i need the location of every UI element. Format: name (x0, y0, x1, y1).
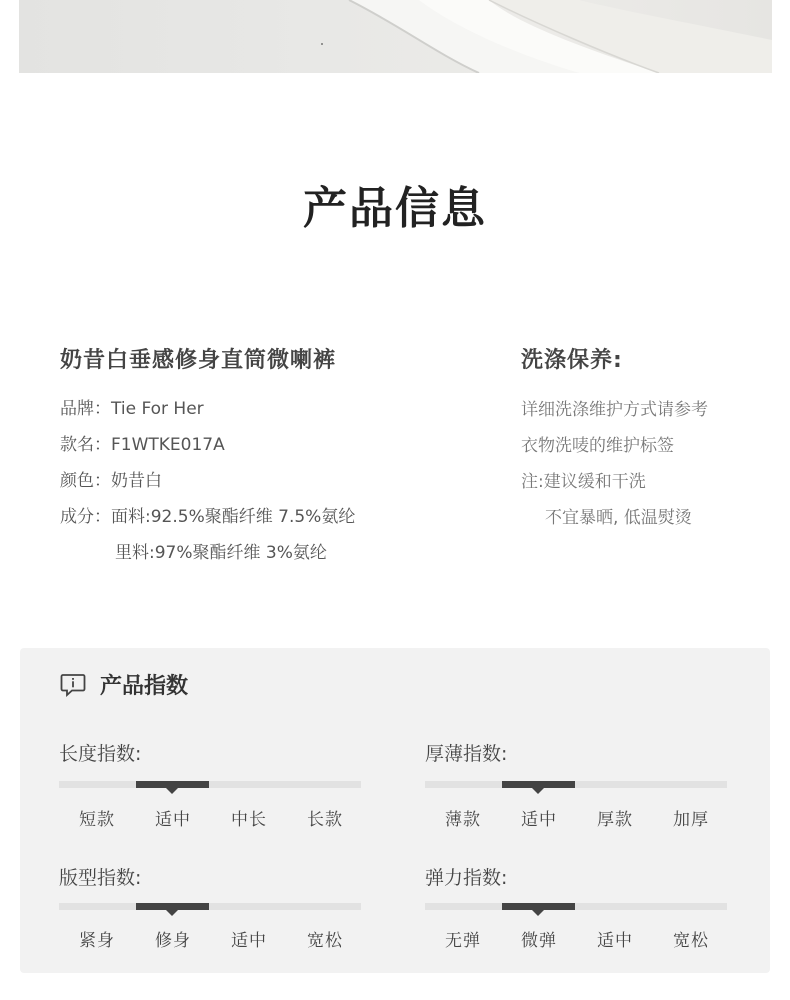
color-line: 颜色：奶昔白 (60, 471, 162, 491)
index-option: 薄款 (445, 810, 481, 830)
index-option: 中长 (231, 810, 267, 830)
brand-line: 品牌：Tie For Her (60, 399, 204, 419)
index-indicator (136, 781, 210, 788)
index-indicator (502, 903, 576, 910)
composition-line: 成分：面料:92.5%聚酯纤维 7.5%氨纶 (60, 507, 356, 527)
panel-title: 产品指数 (100, 674, 189, 699)
index-option: 适中 (155, 810, 191, 830)
section-title: 产品信息 (303, 183, 487, 234)
care-line: 详细洗涤维护方式请参考 (521, 400, 708, 420)
index-option: 加厚 (673, 810, 709, 830)
length-index-label: 长度指数: (59, 743, 142, 765)
care-title: 洗涤保养: (521, 348, 623, 373)
style-line: 款名：F1WTKE017A (60, 435, 225, 455)
index-option: 紧身 (79, 931, 115, 951)
info-bubble-icon (60, 673, 86, 697)
index-indicator (502, 781, 576, 788)
product-name: 奶昔白垂感修身直筒微喇裤 (60, 348, 337, 373)
thickness-index-track (425, 781, 727, 788)
fit-index-track (59, 903, 361, 910)
length-index-track (59, 781, 361, 788)
index-option: 适中 (521, 810, 557, 830)
fit-index-label: 版型指数: (59, 867, 142, 889)
fabric-folds (19, 0, 772, 73)
fit-index-options (59, 926, 361, 950)
care-line: 不宜暴晒, 低温熨烫 (545, 508, 692, 528)
index-option: 适中 (231, 931, 267, 951)
index-option: 适中 (597, 931, 633, 951)
elasticity-index-options (425, 926, 727, 950)
elasticity-index-track (425, 903, 727, 910)
index-option: 宽松 (307, 931, 343, 951)
care-line: 注:建议缓和干洗 (521, 472, 646, 492)
index-option: 长款 (307, 810, 343, 830)
index-option: 修身 (155, 931, 191, 951)
index-option: 厚款 (597, 810, 633, 830)
thickness-index-label: 厚薄指数: (425, 743, 508, 765)
fabric-photo (19, 0, 772, 73)
care-line: 衣物洗唛的维护标签 (521, 436, 674, 456)
thickness-index-options (425, 805, 727, 829)
index-option: 无弹 (445, 931, 481, 951)
elasticity-index-label: 弹力指数: (425, 867, 508, 889)
index-option: 短款 (79, 810, 115, 830)
length-index-options (59, 805, 361, 829)
index-indicator (136, 903, 210, 910)
index-option: 微弹 (521, 931, 557, 951)
index-option: 宽松 (673, 931, 709, 951)
lining-line: 里料:97%聚酯纤维 3%氨纶 (115, 543, 327, 563)
